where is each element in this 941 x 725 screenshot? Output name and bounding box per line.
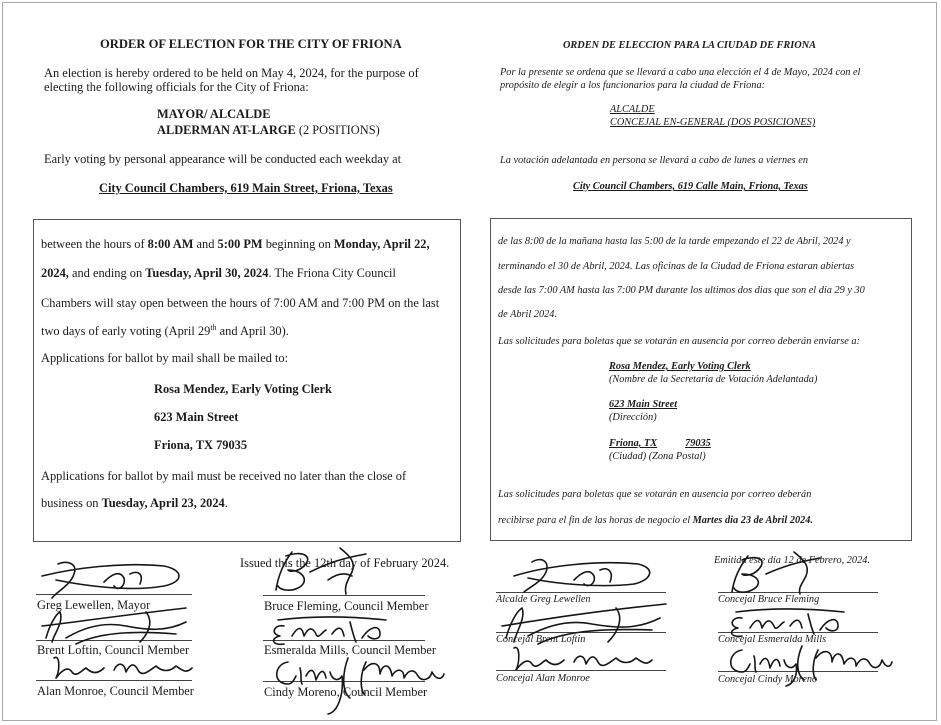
spanish-clerk: Rosa Mendez, Early Voting Clerk — [609, 361, 751, 372]
office-alderman: ALDERMAN AT-LARGE (2 POSITIONS) — [157, 123, 380, 137]
office-mayor: MAYOR/ ALCALDE — [157, 107, 271, 121]
english-box-line-4: two days of early voting (April 29th and April 30). — [41, 323, 289, 339]
spanish-box-line-4: de Abril 2024. — [498, 309, 558, 320]
english-street: 623 Main Street — [154, 410, 239, 424]
signature-bruce-fleming-en — [270, 542, 380, 598]
es-sig-name-loftin: Concejal Brent Loftin — [496, 634, 586, 645]
english-mail-to: Applications for ballot by mail shall be mailed to: — [41, 351, 289, 365]
spanish-location: City Council Chambers, 619 Calle Main, Friona, Texas — [573, 181, 808, 192]
sig-name-fleming: Bruce Fleming, Council Member — [264, 599, 429, 613]
spanish-box-line-3: desde las 7:00 AM hasta las 7:00 PM durante los ultimos dos dias que son el dia 29 y 30 — [498, 285, 865, 296]
spanish-city-note: (Ciudad) (Zona Postal) — [609, 451, 706, 462]
spanish-early-voting: La votación adelantada en persona se llevará a cabo de lunes a viernes en — [500, 155, 808, 166]
spanish-deadline-line-1: Las solicitudes para boletas que se votarán en ausencia por correo deberán — [498, 489, 812, 500]
spanish-office-alcalde: ALCALDE — [610, 104, 655, 115]
english-clerk: Rosa Mendez, Early Voting Clerk — [154, 382, 332, 396]
signature-esmeralda-mills-es — [720, 606, 850, 638]
spanish-office-concejal: CONCEJAL EN-GENERAL (DOS POSICIONES) — [610, 117, 816, 128]
signature-alan-monroe-en — [46, 650, 196, 684]
signature-bruce-fleming-es — [726, 548, 836, 596]
es-sig-name-monroe: Concejal Alan Monroe — [496, 673, 590, 684]
spanish-deadline-line-2: recibirse para el fin de las horas de negocio el Martes dia 23 de Abril 2024. — [498, 515, 813, 526]
english-city: Friona, TX 79035 — [154, 438, 248, 452]
sig-name-mills: Esmeralda Mills, Council Member — [264, 643, 437, 657]
spanish-intro-line-2: propósito de elegir a los funcionarios para la ciudad de Friona: — [500, 80, 766, 91]
spanish-street-note: (Dirección) — [609, 412, 657, 423]
english-intro-line-1: An election is hereby ordered to be held on May 4, 2024, for the purpose of — [44, 66, 419, 80]
spanish-issued-date: Emitida este día 12 de Febrero, 2024. — [714, 555, 870, 566]
sig-name-mayor: Greg Lewellen, Mayor — [37, 598, 151, 612]
sig-name-loftin: Brent Loftin, Council Member — [37, 643, 190, 657]
spanish-mail-to: Las solicitudes para boletas que se votarán en ausencia por correo deberán enviarse a: — [498, 336, 860, 347]
signature-alan-monroe-es — [506, 640, 656, 676]
english-intro-line-2: electing the following officials for the City of Friona: — [44, 80, 309, 94]
english-issued-date: Issued this the 12th day of February 2024. — [240, 556, 450, 570]
sig-name-moreno: Cindy Moreno, Council Member — [264, 685, 428, 699]
es-sig-name-fleming: Concejal Bruce Fleming — [718, 594, 820, 605]
english-box-line-1: between the hours of 8:00 AM and 5:00 PM beginning on Monday, April 22, — [41, 237, 430, 251]
spanish-city: Friona, TX 79035 — [609, 438, 711, 449]
es-sig-name-mayor: Alcalde Greg Lewellen — [496, 594, 591, 605]
signature-greg-lewellen-en — [34, 556, 194, 604]
spanish-intro-line-1: Por la presente se ordena que se llevará a cabo una elección el 4 de Mayo, 2024 con el — [500, 67, 861, 78]
es-sig-name-moreno: Concejal Cindy Moreno — [718, 674, 818, 685]
signature-brent-loftin-en — [36, 604, 196, 650]
signature-esmeralda-mills-en — [262, 612, 392, 646]
spanish-clerk-note: (Nombre de la Secretaria de Votación Adelantada) — [609, 374, 818, 385]
english-title: ORDER OF ELECTION FOR THE CITY OF FRIONA — [100, 37, 402, 51]
es-sig-name-mills: Concejal Esmeralda Mills — [718, 634, 827, 645]
signature-cindy-moreno-es — [722, 644, 892, 688]
spanish-box-line-2: terminando el 30 de Abril, 2024. Las oficinas de la Ciudad de Friona estaran abiertas — [498, 261, 855, 272]
spanish-title: ORDEN DE ELECCION PARA LA CIUDAD DE FRIONA — [563, 40, 816, 51]
english-deadline-line-1: Applications for ballot by mail must be received no later than the close of — [41, 469, 407, 483]
signature-cindy-moreno-en — [268, 654, 448, 718]
spanish-box-line-1: de las 8:00 de la mañana hasta las 5:00 de la tarde empezando el 22 de Abril, 2024 y — [498, 236, 851, 247]
english-box-line-2: 2024, and ending on Tuesday, April 30, 2024. The Friona City Council — [41, 266, 396, 280]
sig-name-monroe: Alan Monroe, Council Member — [37, 684, 194, 698]
spanish-street: 623 Main Street — [609, 399, 678, 410]
english-box-line-3: Chambers will stay open between the hours of 7:00 AM and 7:00 PM on the last — [41, 296, 440, 310]
signature-greg-lewellen-es — [502, 552, 662, 600]
english-location: City Council Chambers, 619 Main Street, Friona, Texas — [99, 181, 393, 195]
english-deadline-line-2: business on Tuesday, April 23, 2024. — [41, 496, 228, 510]
english-early-voting: Early voting by personal appearance will be conducted each weekday at — [44, 152, 402, 166]
